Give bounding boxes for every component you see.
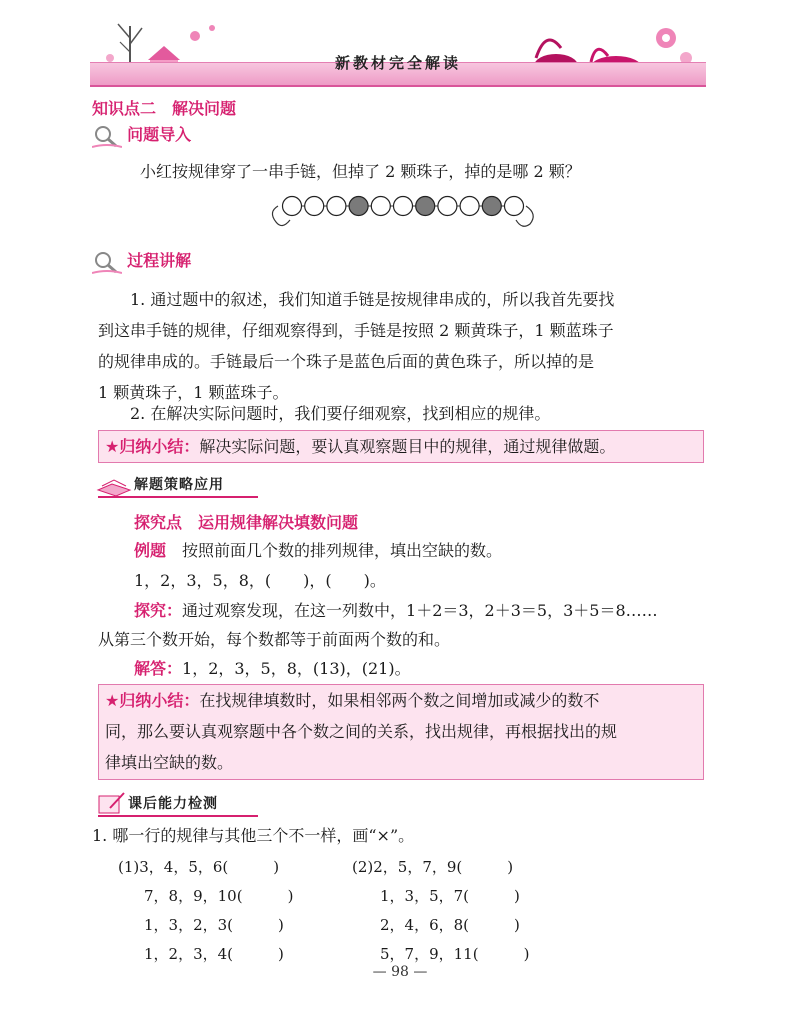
process-line: 的规律串成的。手链最后一个珠子是蓝色后面的黄色珠子，所以掉的是 — [98, 352, 595, 371]
header-title: 新教材完全解读 — [334, 54, 461, 72]
exercise-row: 1，3，2，3( ) — [144, 916, 284, 934]
summary-text: 在找规律填数时，如果相邻两个数之间增加或减少的数不 — [199, 691, 600, 710]
intro-heading — [92, 122, 191, 149]
explore-line-2: 从第三个数开始，每个数都等于前面两个数的和。 — [98, 630, 451, 649]
question-1: 1. 哪一行的规律与其他三个不一样，画“×”。 — [92, 826, 415, 845]
example-text: 按照前面几个数的排列规律，填出空缺的数。 — [182, 541, 503, 560]
summary-box-1 — [98, 430, 704, 463]
bead-group — [283, 197, 524, 216]
bead-empty — [460, 197, 479, 216]
summary-label: ★归纳小结： — [105, 437, 200, 456]
example-label: 例题 — [134, 541, 167, 560]
answer-label: 解答： — [134, 659, 183, 678]
bead-empty — [394, 197, 413, 216]
page-number: — 98 — — [372, 964, 428, 980]
exercise-row: 1，3，5，7( ) — [380, 887, 520, 905]
process-line: 1 颗黄珠子，1 颗蓝珠子。 — [98, 383, 289, 402]
exercise-row: (2)2，5，7，9( ) — [352, 858, 514, 876]
process-paragraph-1 — [98, 284, 708, 408]
process-heading — [92, 248, 191, 275]
summary-text: 同，那么要认真观察题中各个数之间的关系，找出规律，再根据找出的规 — [105, 722, 618, 741]
summary-text: 解决实际问题，要认真观察题目中的规律，通过规律做题。 — [199, 437, 616, 456]
exercise-row: 7，8，9，10( ) — [144, 887, 294, 905]
test-badge-label: 课后能力检测 — [128, 796, 218, 812]
badge-underline — [98, 815, 258, 817]
process-paragraph-2: 2. 在解决实际问题时，我们要仔细观察，找到相应的规律。 — [130, 404, 551, 423]
exercise-row: 1，2，3，4( ) — [144, 945, 284, 963]
bead-empty — [505, 197, 524, 216]
bead-empty — [283, 197, 302, 216]
explore-label: 探究： — [134, 601, 183, 620]
exercise-row: 2，4，6，8( ) — [380, 916, 520, 934]
bracelet-diagram — [268, 192, 538, 232]
strategy-badge-label: 解题策略应用 — [134, 477, 224, 493]
book-icon — [96, 470, 132, 496]
summary-label: ★归纳小结： — [105, 691, 200, 710]
strategy-badge — [96, 470, 132, 496]
bead-empty — [438, 197, 457, 216]
strategy-subtitle: 探究点 运用规律解决填数问题 — [134, 513, 359, 532]
process-line: 到这串手链的规律，仔细观察得到，手链是按照 2 颗黄珠子，1 颗蓝珠子 — [98, 321, 614, 340]
bead-empty — [371, 197, 390, 216]
exercise-row: 5，7，9，11( ) — [380, 945, 530, 963]
process-label: 过程讲解 — [127, 251, 192, 270]
answer-line — [134, 653, 411, 684]
summary-box-2 — [98, 684, 704, 780]
example-sequence: 1，2，3，5，8，( )，( )。 — [134, 571, 386, 590]
explore-line-1 — [134, 595, 658, 626]
page-header — [90, 18, 706, 88]
pencil-note-icon — [96, 790, 128, 816]
example-line — [134, 535, 502, 566]
test-badge — [96, 790, 128, 816]
magnifier-icon — [92, 123, 122, 149]
badge-underline — [98, 496, 258, 498]
bead-dark — [349, 197, 368, 216]
explore-text: 通过观察发现，在这一列数中，1＋2＝3，2＋3＝5，3＋5＝8…… — [182, 601, 658, 620]
summary-text: 律填出空缺的数。 — [105, 753, 234, 772]
bead-dark — [482, 197, 501, 216]
intro-question: 小红按规律穿了一串手链，但掉了 2 颗珠子，掉的是哪 2 颗？ — [140, 162, 581, 181]
intro-label: 问题导入 — [127, 125, 192, 144]
magnifier-icon — [92, 249, 122, 275]
bead-empty — [305, 197, 324, 216]
section-title: 知识点二 解决问题 — [92, 99, 237, 118]
bead-dark — [416, 197, 435, 216]
exercise-row: (1)3，4，5，6( ) — [118, 858, 280, 876]
answer-text: 1，2，3，5，8，(13)，(21)。 — [182, 659, 411, 678]
process-line: 1. 通过题中的叙述，我们知道手链是按规律串成的，所以我首先要找 — [130, 290, 615, 309]
bead-empty — [327, 197, 346, 216]
